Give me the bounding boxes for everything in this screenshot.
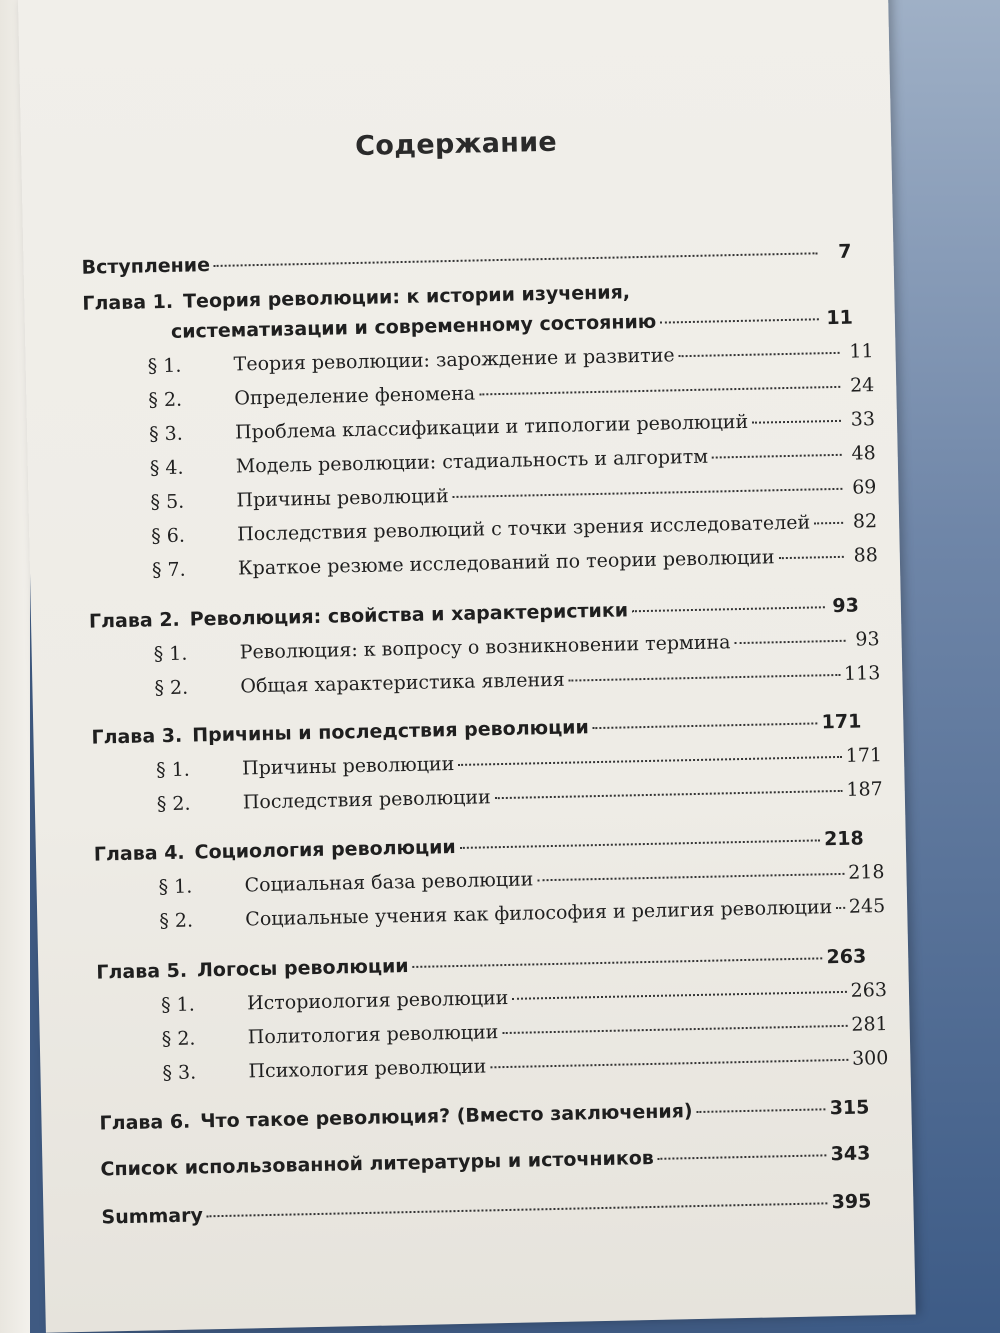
toc-section-number: § 3.	[148, 422, 184, 446]
toc-chapter-title: Summary	[101, 1204, 204, 1229]
toc-leader-dots	[632, 606, 825, 612]
toc-section-title: Причины революций	[236, 485, 449, 512]
toc-section-row	[114, 861, 884, 899]
toc-section-title: Последствия революций с точки зрения исследователей	[237, 511, 811, 546]
toc-chapter-title: Что такое революция? (Вместо заключения)	[200, 1100, 693, 1133]
toc-page-number: 88	[853, 544, 879, 567]
toc-chapter-title-line2: систематизации и современному состоянию	[170, 310, 657, 343]
toc-page-number: 218	[823, 827, 864, 851]
toc-leader-dots	[502, 1025, 847, 1034]
toc-leader-dots	[658, 1154, 827, 1160]
table-of-contents	[81, 210, 889, 1229]
toc-section-number: § 1.	[158, 875, 193, 899]
toc-leader-dots	[214, 252, 818, 267]
toc-section-number: § 7.	[151, 558, 186, 582]
toc-section-number: § 2.	[154, 676, 189, 700]
page-title: Содержание	[354, 126, 558, 162]
toc-page-number: 24	[849, 374, 875, 397]
toc-section-row	[113, 778, 883, 816]
toc-section-row	[107, 510, 877, 548]
toc-page-number: 315	[829, 1096, 870, 1120]
toc-section-number: § 6.	[151, 524, 186, 548]
toc-section-title: Социальные учения как философия и религия революции	[245, 896, 833, 931]
toc-section-row	[105, 408, 875, 446]
toc-section-row	[104, 374, 874, 412]
toc-leader-dots	[814, 522, 843, 525]
toc-section-title: Историология революции	[246, 986, 509, 1015]
toc-leader-dots	[512, 991, 846, 1000]
toc-section-number: § 3.	[162, 1061, 197, 1085]
toc-section-row	[118, 1013, 888, 1051]
toc-page-number: 171	[845, 744, 883, 767]
toc-section-title: Политология революции	[247, 1021, 499, 1049]
toc-chapter-title: Причины и последствия революции	[191, 716, 590, 747]
toc-section-title: Социальная база революции	[244, 868, 534, 897]
toc-page-number: 93	[855, 628, 880, 651]
toc-chapter-heading-line1	[82, 281, 630, 314]
toc-page-number: 82	[852, 510, 878, 533]
toc-leader-dots	[490, 1059, 848, 1068]
toc-chapter-title: Теория революции: к истории изучения,	[182, 281, 631, 313]
toc-section-title: Определение феномена	[234, 382, 476, 410]
toc-section-row	[108, 544, 878, 582]
toc-section-title: Модель революции: стадиальность и алгоритм	[235, 445, 709, 478]
toc-leader-dots	[712, 454, 842, 459]
toc-chapter-row	[99, 1096, 869, 1134]
toc-chapter-row	[81, 241, 851, 279]
toc-page-number: 263	[826, 945, 867, 969]
toc-section-title: Общая характеристика явления	[240, 668, 565, 698]
toc-leader-dots	[479, 386, 840, 396]
toc-section-title: Последствия революции	[242, 786, 491, 814]
toc-section-title: Краткое резюме исследований по теории революции	[237, 546, 775, 580]
toc-section-row	[112, 744, 882, 782]
toc-leader-dots	[697, 1108, 826, 1113]
toc-section-number: § 5.	[150, 490, 185, 514]
toc-leader-dots	[779, 556, 844, 559]
toc-chapter-title: Логосы революции	[196, 955, 409, 982]
toc-section-number: § 1.	[147, 354, 182, 378]
toc-section-row	[117, 979, 887, 1017]
toc-page-number: 263	[850, 979, 888, 1002]
toc-section-number: § 2.	[159, 909, 194, 933]
toc-page-number: 33	[850, 408, 876, 431]
toc-leader-dots	[569, 674, 840, 682]
toc-page-number: 7	[837, 240, 852, 263]
toc-page-number: 93	[832, 594, 860, 618]
toc-page-number: 281	[851, 1013, 888, 1036]
toc-page-number: 245	[848, 895, 886, 918]
toc-chapter-number: Глава 4.	[93, 841, 185, 866]
toc-page-number: 113	[843, 662, 881, 685]
toc-section-title: Причины революции	[241, 753, 455, 780]
toc-section-row	[103, 340, 873, 378]
toc-section-row	[106, 476, 876, 514]
toc-page-number: 69	[851, 476, 877, 499]
toc-leader-dots	[537, 873, 844, 881]
toc-section-row	[118, 1047, 888, 1085]
toc-section-number: § 2.	[156, 792, 191, 816]
toc-chapter-number: Глава 3.	[91, 724, 183, 749]
toc-section-number: § 2.	[148, 388, 183, 412]
toc-chapter-number: Глава 6.	[99, 1110, 191, 1135]
toc-leader-dots	[593, 722, 818, 729]
toc-leader-dots	[679, 352, 840, 357]
toc-indent	[83, 338, 171, 340]
toc-chapter-row	[89, 595, 859, 633]
toc-chapter-row	[91, 711, 861, 749]
toc-section-number: § 2.	[161, 1027, 196, 1051]
toc-section-title: Проблема классификации и типологии революций	[234, 410, 749, 444]
toc-page-number: 48	[851, 442, 876, 465]
toc-section-title: Психология революции	[248, 1055, 487, 1083]
toc-leader-dots	[660, 318, 819, 323]
toc-chapter-row	[94, 827, 864, 865]
toc-chapter-title: Список использованной литературы и источников	[100, 1146, 655, 1181]
toc-page-number: 187	[846, 778, 883, 801]
toc-chapter-title: Революция: свойства и характеристики	[189, 599, 629, 631]
toc-page-number: 218	[847, 861, 885, 884]
toc-section-title: Теория революции: зарождение и развитие	[233, 344, 675, 376]
toc-chapter-title: Вступление	[81, 254, 211, 279]
toc-chapter-row	[82, 281, 854, 345]
toc-leader-dots	[495, 790, 843, 799]
toc-section-number: § 4.	[149, 456, 184, 480]
toc-chapter-number: Глава 5.	[96, 959, 188, 984]
toc-chapter-title: Социология революции	[194, 836, 456, 864]
toc-page-number: 343	[830, 1142, 871, 1166]
toc-section-number: § 1.	[155, 758, 191, 782]
toc-chapter-row	[96, 945, 866, 983]
toc-leader-dots	[836, 907, 845, 909]
toc-leader-dots	[413, 957, 823, 968]
toc-section-row	[110, 628, 880, 666]
toc-leader-dots	[734, 640, 845, 644]
toc-leader-dots	[453, 488, 843, 498]
toc-leader-dots	[458, 756, 842, 766]
toc-chapter-number: Глава 1.	[82, 290, 174, 315]
toc-leader-dots	[752, 420, 841, 424]
toc-page-number: 395	[831, 1190, 872, 1214]
toc-section-row	[115, 895, 885, 933]
toc-chapter-number: Глава 2.	[88, 608, 180, 633]
toc-leader-dots	[460, 839, 820, 849]
toc-chapter-row	[100, 1142, 870, 1180]
book-page	[18, 0, 916, 1333]
toc-chapter-row	[101, 1190, 871, 1228]
toc-section-row	[110, 662, 880, 700]
toc-section-number: § 1.	[160, 993, 195, 1017]
toc-page-number: 300	[851, 1047, 889, 1070]
toc-page-number: 11	[826, 306, 854, 330]
toc-section-number: § 1.	[153, 642, 188, 666]
toc-leader-dots	[207, 1202, 828, 1217]
toc-section-row	[106, 442, 876, 480]
toc-page-number: 11	[849, 340, 874, 363]
toc-section-title: Революция: к вопросу о возникновении термина	[239, 631, 731, 664]
toc-page-number: 171	[821, 710, 862, 734]
